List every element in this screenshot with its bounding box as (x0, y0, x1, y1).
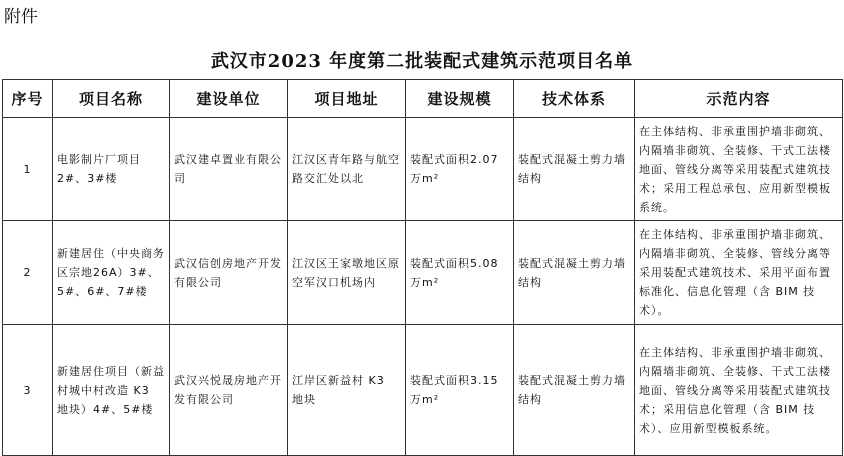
cell-builder: 武汉兴悦晟房地产开发有限公司 (170, 325, 288, 456)
table-row (3, 221, 843, 325)
cell-no: 2 (3, 221, 53, 325)
cell-project-name: 新建居住（中央商务区宗地26A）3#、5#、6#、7#楼 (53, 221, 170, 325)
cell-demo-content: 在主体结构、非承重围护墙非砌筑、内隔墙非砌筑、全装修、干式工法楼地面、管线分离等采用装配式建筑技术；采用信息化管理（含 BIM 技术）、应用新型模板系统。 (635, 325, 843, 456)
project-table (2, 79, 843, 456)
table-row (3, 325, 843, 456)
cell-address: 江汉区王家墩地区原空军汉口机场内 (288, 221, 406, 325)
cell-demo-content: 在主体结构、非承重围护墙非砌筑、内隔墙非砌筑、全装修、干式工法楼地面、管线分离等采用装配式建筑技术；采用工程总承包、应用新型模板系统。 (635, 118, 843, 221)
header-address: 项目地址 (288, 80, 406, 118)
cell-address: 江汉区青年路与航空路交汇处以北 (288, 118, 406, 221)
cell-address: 江岸区新益村 K3 地块 (288, 325, 406, 456)
header-demo-content: 示范内容 (635, 80, 843, 118)
header-builder: 建设单位 (170, 80, 288, 118)
cell-no: 1 (3, 118, 53, 221)
header-scale: 建设规模 (406, 80, 514, 118)
cell-builder: 武汉建卓置业有限公司 (170, 118, 288, 221)
header-no: 序号 (3, 80, 53, 118)
cell-scale: 装配式面积2.07 万m² (406, 118, 514, 221)
cell-scale: 装配式面积3.15 万m² (406, 325, 514, 456)
cell-project-name: 新建居住项目（新益村城中村改造 K3 地块）4#、5#楼 (53, 325, 170, 456)
cell-tech-system: 装配式混凝土剪力墙结构 (514, 221, 635, 325)
cell-no: 3 (3, 325, 53, 456)
cell-builder: 武汉信创房地产开发有限公司 (170, 221, 288, 325)
cell-scale: 装配式面积5.08 万m² (406, 221, 514, 325)
attachment-label: 附件 (4, 7, 38, 27)
table-row (3, 118, 843, 221)
header-row (3, 80, 843, 118)
cell-demo-content: 在主体结构、非承重围护墙非砌筑、内隔墙非砌筑、全装修、管线分离等采用装配式建筑技术、采用平面布置标准化、信息化管理（含 BIM 技术）。 (635, 221, 843, 325)
header-project-name: 项目名称 (53, 80, 170, 118)
document-title: 武汉市2023 年度第二批装配式建筑示范项目名单 (210, 51, 634, 72)
cell-tech-system: 装配式混凝土剪力墙结构 (514, 325, 635, 456)
cell-tech-system: 装配式混凝土剪力墙结构 (514, 118, 635, 221)
cell-project-name: 电影制片厂项目2#、3#楼 (53, 118, 170, 221)
header-tech-system: 技术体系 (514, 80, 635, 118)
